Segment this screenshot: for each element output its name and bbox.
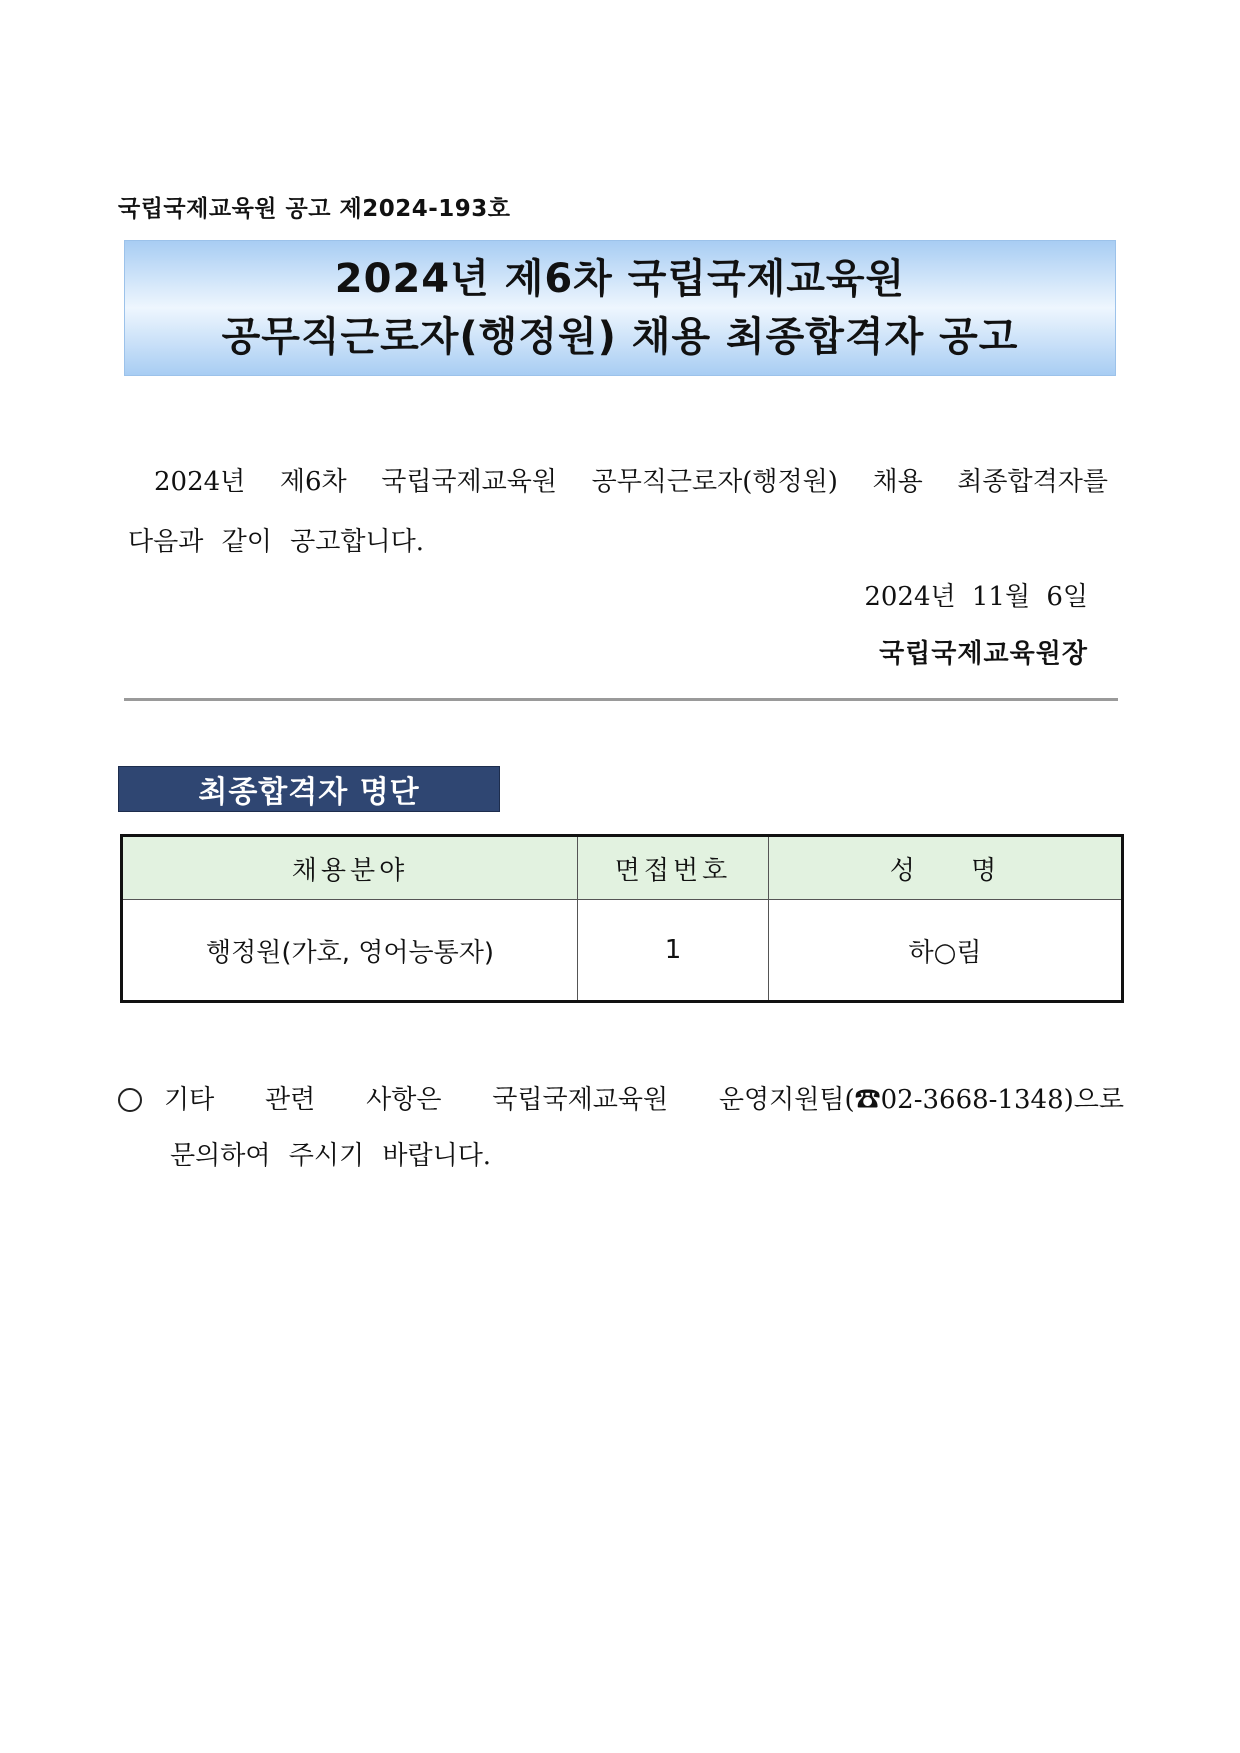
cell-field: 행정원(가호, 영어능통자) (122, 900, 578, 1002)
notice-date: 2024년 11월 6일 (864, 582, 1088, 612)
note-line-1 (118, 1072, 1124, 1128)
result-table (120, 834, 1124, 1003)
body-word: 2024년 (154, 467, 246, 497)
body-word: 국립국제교육원 (381, 467, 558, 497)
body-word: 채용 (872, 467, 923, 497)
note-text (164, 1072, 1124, 1128)
note-word: 사항은 (366, 1085, 442, 1115)
note-word: 기타 (164, 1085, 215, 1115)
note-word: 국립국제교육원 (492, 1085, 669, 1115)
circle-bullet-icon (118, 1088, 142, 1112)
title-banner (124, 240, 1116, 376)
body-word: 공무직근로자(행정원) (591, 467, 838, 497)
signer: 국립국제교육원장 (879, 639, 1088, 669)
body-word: 제6차 (279, 467, 347, 497)
cell-interview-number: 1 (578, 900, 769, 1002)
title-line-1: 2024년 제6차 국립국제교육원 (334, 256, 906, 302)
title-line-2: 공무직근로자(행정원) 채용 최종합격자 공고 (221, 314, 1019, 360)
table-row (122, 900, 1123, 1002)
column-header-interview-number: 면접번호 (578, 836, 769, 900)
note-line-2: 문의하여 주시기 바랍니다. (170, 1141, 492, 1171)
table-header-row (122, 836, 1123, 900)
section-label: 최종합격자 명단 (118, 766, 500, 812)
note-word: 운영지원팀(☎02-3668-1348)으로 (718, 1085, 1124, 1115)
note-word: 관련 (265, 1085, 316, 1115)
cell-name: 하○림 (769, 900, 1123, 1002)
divider (124, 698, 1118, 701)
body-line-2: 다음과 같이 공고합니다. (128, 527, 424, 557)
body-word: 최종합격자를 (957, 467, 1108, 497)
column-header-name: 성 명 (769, 836, 1123, 900)
notice-number: 국립국제교육원 공고 제2024-193호 (118, 196, 511, 222)
column-header-field: 채용분야 (122, 836, 578, 900)
announcement-body (128, 452, 1108, 572)
contact-note (118, 1072, 1124, 1184)
body-line-1 (128, 452, 1108, 512)
